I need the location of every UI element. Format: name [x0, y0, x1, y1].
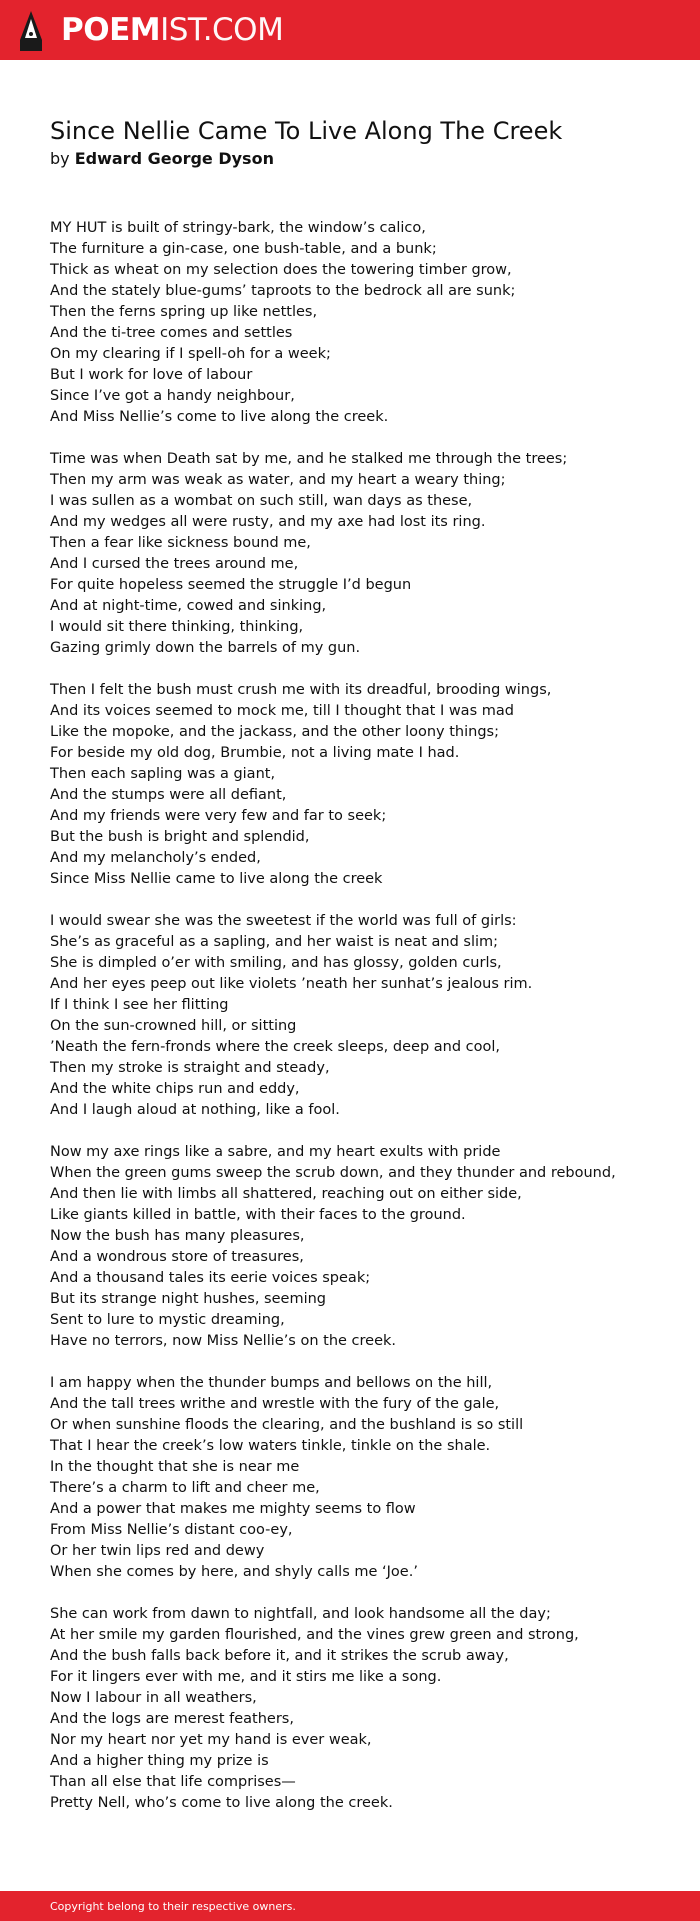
poem-line: And the stumps were all defiant, [50, 787, 287, 803]
poem-line: I would sit there thinking, thinking, [50, 619, 304, 635]
poem-line: And at night-time, cowed and sinking, [50, 598, 327, 614]
poem-stanza [50, 911, 670, 1121]
poem-line: And I laugh aloud at nothing, like a fool. [50, 1102, 340, 1118]
poem-line: Thick as wheat on my selection does the towering timber grow, [50, 262, 512, 278]
poem-line: And Miss Nellie’s come to live along the creek. [50, 409, 389, 425]
poem-line: Time was when Death sat by me, and he stalked me through the trees; [50, 451, 568, 467]
poem-line: Since I’ve got a handy neighbour, [50, 388, 295, 404]
poem-line: And the bush falls back before it, and it strikes the scrub away, [50, 1648, 509, 1664]
poem-stanza [50, 1373, 670, 1583]
poem-line: And its voices seemed to mock me, till I thought that I was mad [50, 703, 514, 719]
poem-line: MY HUT is built of stringy-bark, the window’s calico, [50, 220, 426, 236]
poem-line: And the white chips run and eddy, [50, 1081, 300, 1097]
poem-author: Edward George Dyson [74, 149, 274, 168]
poem-line: Now my axe rings like a sabre, and my heart exults with pride [50, 1144, 501, 1160]
poem-line: At her smile my garden flourished, and the vines grew green and strong, [50, 1627, 579, 1643]
poem-line: Sent to lure to mystic dreaming, [50, 1312, 285, 1328]
logo-brand-light: IST.COM [160, 12, 284, 48]
poem-line: When she comes by here, and shyly calls me ‘Joe.’ [50, 1564, 418, 1580]
pen-nib-icon[interactable] [18, 10, 44, 52]
poem-stanza [50, 1142, 670, 1352]
poem-line: And a higher thing my prize is [50, 1753, 269, 1769]
poem-line: I am happy when the thunder bumps and bellows on the hill, [50, 1375, 493, 1391]
poem-line: And the stately blue-gums’ taproots to the bedrock all are sunk; [50, 283, 516, 299]
poem-line: Now I labour in all weathers, [50, 1690, 257, 1706]
poem-line: And a power that makes me mighty seems to flow [50, 1501, 416, 1517]
poem-byline [50, 148, 274, 170]
poem-line: And my wedges all were rusty, and my axe had lost its ring. [50, 514, 486, 530]
poem-stanza [50, 680, 670, 890]
poem-line: And the tall trees writhe and wrestle with the fury of the gale, [50, 1396, 500, 1412]
poem-line: And my friends were very few and far to seek; [50, 808, 387, 824]
poem-line: But I work for love of labour [50, 367, 253, 383]
poem-stanza [50, 1604, 670, 1814]
poem-line: Or when sunshine floods the clearing, and the bushland is so still [50, 1417, 524, 1433]
poem-line: From Miss Nellie’s distant coo-ey, [50, 1522, 293, 1538]
poem-stanza [50, 449, 670, 659]
poem-line: Pretty Nell, who’s come to live along the creek. [50, 1795, 393, 1811]
poem-line: Then I felt the bush must crush me with its dreadful, brooding wings, [50, 682, 552, 698]
copyright-text: Copyright belong to their respective owners. [50, 1900, 296, 1913]
site-header [0, 0, 700, 60]
poem-line: And the logs are merest feathers, [50, 1711, 294, 1727]
poem-line: And a thousand tales its eerie voices speak; [50, 1270, 371, 1286]
poem-line: Since Miss Nellie came to live along the creek [50, 871, 383, 887]
poem-line: On the sun-crowned hill, or sitting [50, 1018, 297, 1034]
poem-line: When the green gums sweep the scrub down, and they thunder and rebound, [50, 1165, 616, 1181]
poem-line: And a wondrous store of treasures, [50, 1249, 304, 1265]
poem-line: Have no terrors, now Miss Nellie’s on the creek. [50, 1333, 397, 1349]
poem-line: I was sullen as a wombat on such still, wan days as these, [50, 493, 473, 509]
poem-line: Nor my heart nor yet my hand is ever weak, [50, 1732, 372, 1748]
poem-line: She is dimpled o’er with smiling, and has glossy, golden curls, [50, 955, 502, 971]
poem-line: And her eyes peep out like violets ’neath her sunhat’s jealous rim. [50, 976, 533, 992]
site-logo[interactable] [61, 11, 283, 49]
poem-line: If I think I see her flitting [50, 997, 229, 1013]
poem-line: Like giants killed in battle, with their faces to the ground. [50, 1207, 466, 1223]
poem-line: And I cursed the trees around me, [50, 556, 299, 572]
poem-line: On my clearing if I spell-oh for a week; [50, 346, 331, 362]
poem-line: She’s as graceful as a sapling, and her waist is neat and slim; [50, 934, 499, 950]
poem-line: But the bush is bright and splendid, [50, 829, 310, 845]
poem-line: For beside my old dog, Brumbie, not a living mate I had. [50, 745, 460, 761]
poem-line: Or her twin lips red and dewy [50, 1543, 265, 1559]
poem-line: And the ti-tree comes and settles [50, 325, 293, 341]
poem-line: Gazing grimly down the barrels of my gun. [50, 640, 361, 656]
poem-line: And then lie with limbs all shattered, reaching out on either side, [50, 1186, 522, 1202]
poem-line: Than all else that life comprises— [50, 1774, 296, 1790]
poem-line: That I hear the creek’s low waters tinkle, tinkle on the shale. [50, 1438, 491, 1454]
poem-line: Then a fear like sickness bound me, [50, 535, 311, 551]
poem-line: Then my arm was weak as water, and my heart a weary thing; [50, 472, 506, 488]
poem-line: For it lingers ever with me, and it stirs me like a song. [50, 1669, 442, 1685]
poem-line: Like the mopoke, and the jackass, and the other loony things; [50, 724, 499, 740]
poem-line: ’Neath the fern-fronds where the creek sleeps, deep and cool, [50, 1039, 500, 1055]
byline-label: by [50, 149, 70, 168]
poem-line: And my melancholy’s ended, [50, 850, 261, 866]
site-footer [0, 1891, 700, 1921]
poem-line: Then the ferns spring up like nettles, [50, 304, 318, 320]
poem-line: The furniture a gin-case, one bush-table, and a bunk; [50, 241, 437, 257]
poem-title: Since Nellie Came To Live Along The Creek [50, 117, 563, 145]
poem-line: But its strange night hushes, seeming [50, 1291, 326, 1307]
logo-brand-bold: POEM [61, 12, 161, 48]
poem-line: I would swear she was the sweetest if the world was full of girls: [50, 913, 517, 929]
poem-line: There’s a charm to lift and cheer me, [50, 1480, 320, 1496]
poem-line: Then each sapling was a giant, [50, 766, 276, 782]
poem-line: For quite hopeless seemed the struggle I’d begun [50, 577, 412, 593]
poem-line: Now the bush has many pleasures, [50, 1228, 305, 1244]
poem-body [50, 218, 670, 1835]
poem-line: In the thought that she is near me [50, 1459, 300, 1475]
poem-stanza [50, 218, 670, 428]
poem-line: Then my stroke is straight and steady, [50, 1060, 330, 1076]
poem-line: She can work from dawn to nightfall, and look handsome all the day; [50, 1606, 551, 1622]
